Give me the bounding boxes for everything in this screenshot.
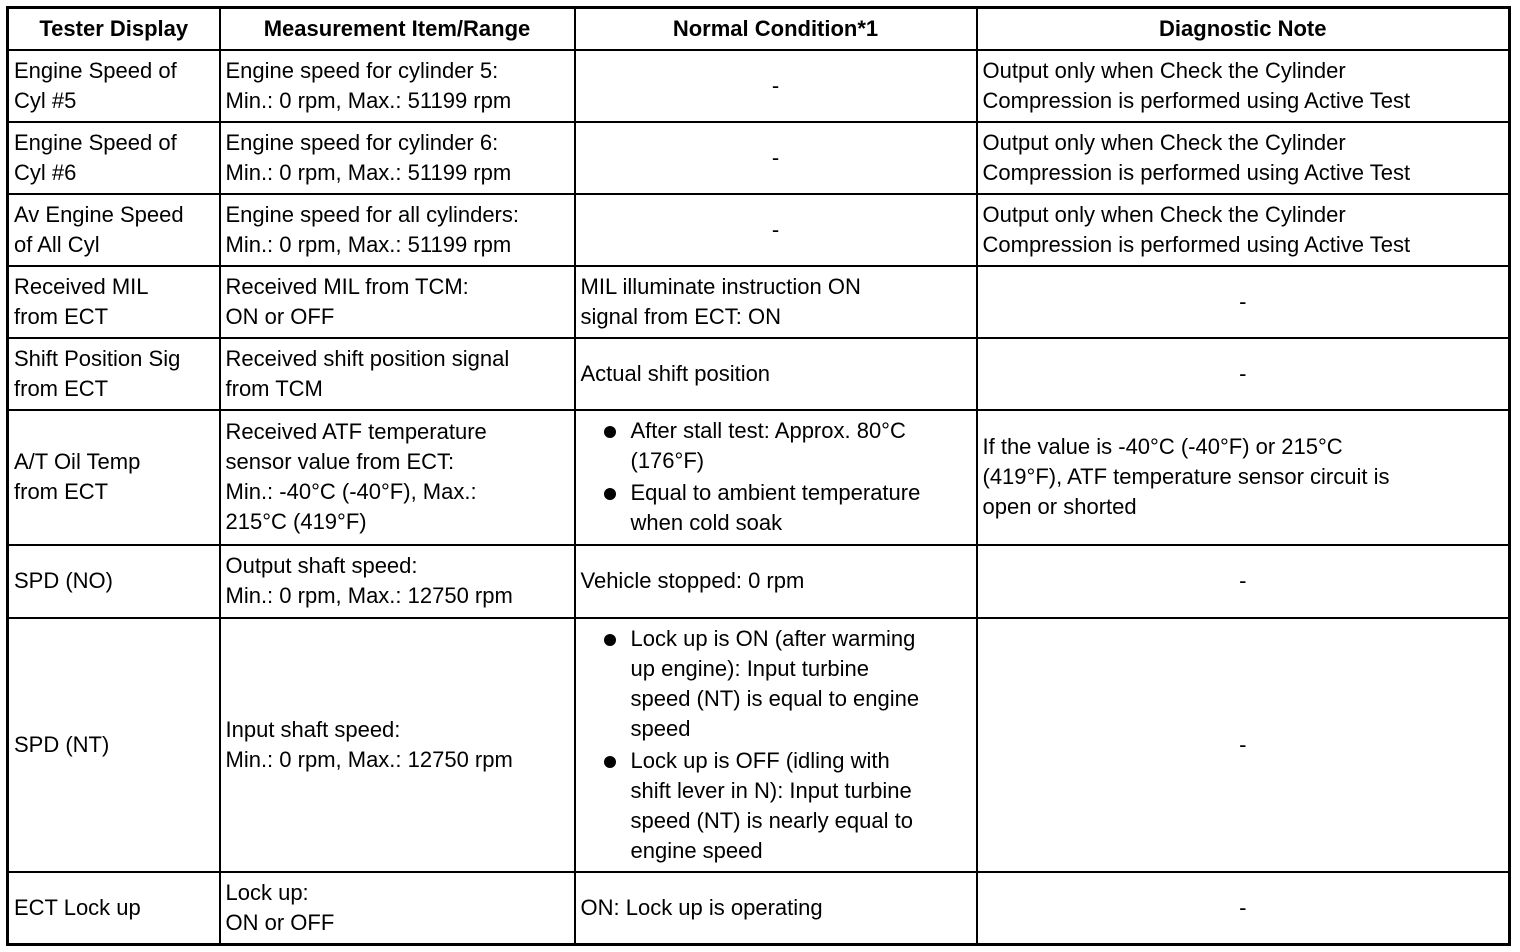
cell-line: speed (NT) is equal to engine <box>630 685 920 711</box>
cell-line: Engine speed for cylinder 6: <box>225 129 499 155</box>
normal-condition-cell <box>575 618 977 872</box>
tester-display-cell <box>8 410 220 545</box>
cell-line: when cold soak <box>630 510 783 535</box>
cell-line: After stall test: Approx. 80°C <box>630 418 906 443</box>
diagnostic-note-cell: - <box>977 618 1510 872</box>
cell-line: Engine speed for all cylinders: <box>225 201 519 227</box>
cell-line: Engine speed for cylinder 5: <box>225 57 499 83</box>
cell-line: (176°F) <box>630 448 705 473</box>
cell-line: engine speed <box>630 837 763 863</box>
table-row <box>8 338 1510 410</box>
cell-line: MIL illuminate instruction ON <box>580 273 861 299</box>
diagnostic-note-cell <box>977 194 1510 266</box>
normal-condition-cell <box>575 266 977 338</box>
diagnostic-note-cell: - <box>977 266 1510 338</box>
measurement-cell <box>220 122 575 194</box>
cell-line: SPD (NT) <box>14 731 110 757</box>
cell-line: Av Engine Speed <box>14 201 184 227</box>
header-normal-condition: Normal Condition*1 <box>575 8 977 50</box>
bullet-item <box>581 478 971 538</box>
cell-line: shift lever in N): Input turbine <box>630 777 912 803</box>
cell-line: Cyl #6 <box>14 159 77 185</box>
tester-display-cell <box>8 618 220 872</box>
normal-condition-cell <box>575 410 977 545</box>
table-row <box>8 618 1510 872</box>
bullet-list <box>581 416 971 538</box>
measurement-cell <box>220 194 575 266</box>
cell-line: Min.: 0 rpm, Max.: 12750 rpm <box>225 583 513 608</box>
cell-line: Received MIL from TCM: <box>225 273 469 299</box>
tester-display-cell <box>8 50 220 122</box>
cell-line: Equal to ambient temperature <box>630 480 921 505</box>
normal-condition-cell: ON: Lock up is operating <box>575 872 977 945</box>
cell-line: sensor value from ECT: <box>225 449 455 474</box>
cell-line: from ECT <box>14 303 109 329</box>
cell-line: Engine Speed of <box>14 57 177 83</box>
cell-line: Compression is performed using Active Test <box>982 87 1411 113</box>
cell-line: Min.: -40°C (-40°F), Max.: <box>225 479 477 504</box>
table-row <box>8 194 1510 266</box>
cell-line: from ECT <box>14 479 109 504</box>
header-tester-display: Tester Display <box>8 8 220 50</box>
cell-line: Received shift position signal <box>225 345 510 371</box>
cell-line: speed <box>630 715 691 741</box>
cell-line: 215°C (419°F) <box>225 509 367 534</box>
table-row <box>8 410 1510 545</box>
table-row <box>8 266 1510 338</box>
measurement-cell <box>220 545 575 618</box>
cell-line: ON or OFF <box>225 909 335 935</box>
cell-line: ON or OFF <box>225 303 335 329</box>
table-header <box>8 8 1510 50</box>
cell-line: Input shaft speed: <box>225 716 401 742</box>
table-row <box>8 50 1510 122</box>
cell-line: Shift Position Sig <box>14 345 181 371</box>
table-row <box>8 545 1510 618</box>
normal-condition-cell: - <box>575 122 977 194</box>
bullet-item <box>581 416 971 476</box>
bullet-item <box>581 624 971 744</box>
cell-line: If the value is -40°C (-40°F) or 215°C <box>982 434 1343 459</box>
cell-line: of All Cyl <box>14 231 100 257</box>
cell-line: Min.: 0 rpm, Max.: 51199 rpm <box>225 87 512 113</box>
diagnostic-note-cell <box>977 122 1510 194</box>
measurement-cell <box>220 872 575 945</box>
cell-line: SPD (NO) <box>14 568 113 593</box>
diagnostic-note-cell: - <box>977 545 1510 618</box>
cell-line: Output only when Check the Cylinder <box>982 129 1346 155</box>
header-diagnostic-note: Diagnostic Note <box>977 8 1510 50</box>
measurement-cell <box>220 618 575 872</box>
cell-line: Output shaft speed: <box>225 553 418 578</box>
cell-line: signal from ECT: ON <box>580 303 781 329</box>
cell-line: Output only when Check the Cylinder <box>982 201 1346 227</box>
cell-line: (419°F), ATF temperature sensor circuit is <box>982 464 1390 489</box>
table-row <box>8 872 1510 945</box>
cell-line: Min.: 0 rpm, Max.: 51199 rpm <box>225 159 512 185</box>
diagnostic-data-table <box>6 6 1511 946</box>
diagnostic-note-cell <box>977 50 1510 122</box>
cell-line: Compression is performed using Active Test <box>982 231 1411 257</box>
cell-line: Lock up: <box>225 879 309 905</box>
measurement-cell <box>220 410 575 545</box>
table-row <box>8 122 1510 194</box>
cell-line: Min.: 0 rpm, Max.: 51199 rpm <box>225 231 512 257</box>
diagnostic-note-cell: - <box>977 872 1510 945</box>
cell-line: from TCM <box>225 375 323 401</box>
cell-line: ECT Lock up <box>14 894 141 920</box>
cell-line: Cyl #5 <box>14 87 77 113</box>
table-body <box>8 50 1510 945</box>
normal-condition-cell: Vehicle stopped: 0 rpm <box>575 545 977 618</box>
tester-display-cell <box>8 194 220 266</box>
cell-line: speed (NT) is nearly equal to <box>630 807 913 833</box>
bullet-list <box>581 624 971 866</box>
cell-line: up engine): Input turbine <box>630 655 870 681</box>
tester-display-cell <box>8 122 220 194</box>
measurement-cell <box>220 338 575 410</box>
cell-line: A/T Oil Temp <box>14 449 141 474</box>
cell-line: Received MIL <box>14 273 149 299</box>
measurement-cell <box>220 50 575 122</box>
cell-line: Output only when Check the Cylinder <box>982 57 1346 83</box>
measurement-cell <box>220 266 575 338</box>
diagnostic-note-cell <box>977 410 1510 545</box>
normal-condition-cell: Actual shift position <box>575 338 977 410</box>
cell-line: open or shorted <box>982 494 1137 519</box>
header-row <box>8 8 1510 50</box>
cell-line: Engine Speed of <box>14 129 177 155</box>
header-measurement-item: Measurement Item/Range <box>220 8 575 50</box>
tester-display-cell <box>8 338 220 410</box>
tester-display-cell <box>8 266 220 338</box>
normal-condition-cell: - <box>575 194 977 266</box>
diagnostic-note-cell: - <box>977 338 1510 410</box>
cell-line: Lock up is OFF (idling with <box>630 747 890 773</box>
cell-line: Lock up is ON (after warming <box>630 625 916 651</box>
tester-display-cell <box>8 872 220 945</box>
cell-line: from ECT <box>14 375 109 401</box>
cell-line: Min.: 0 rpm, Max.: 12750 rpm <box>225 746 513 772</box>
bullet-item <box>581 746 971 866</box>
cell-line: Compression is performed using Active Test <box>982 159 1411 185</box>
tester-display-cell <box>8 545 220 618</box>
cell-line: Received ATF temperature <box>225 419 487 444</box>
normal-condition-cell: - <box>575 50 977 122</box>
